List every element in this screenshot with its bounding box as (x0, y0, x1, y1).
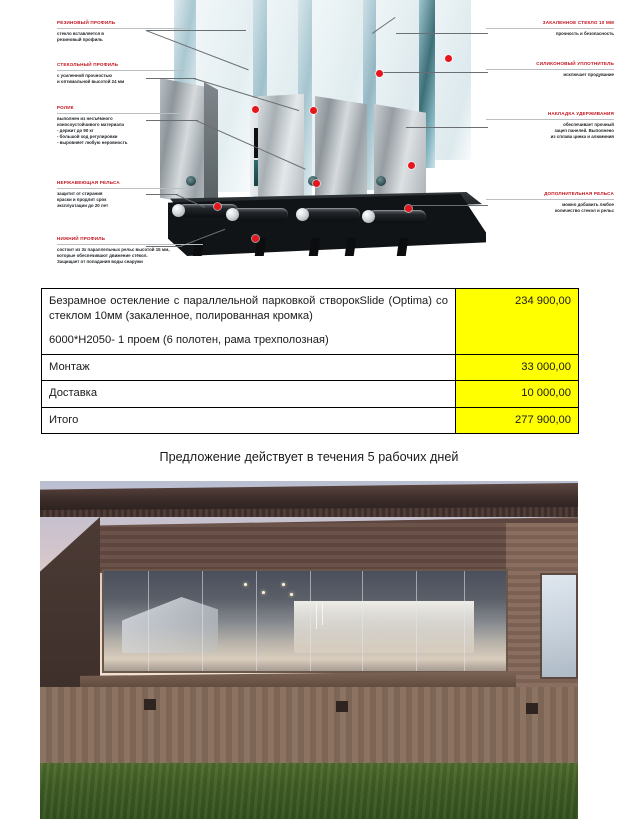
photo-ceiling-light (282, 583, 285, 586)
photo-glass-joint (256, 571, 257, 671)
callout-title: СИЛИКОНОВЫЙ УПЛОТНИТЕЛЬ (486, 61, 614, 70)
roller-3 (302, 208, 360, 221)
roller-wheel-4 (362, 210, 375, 223)
photo-glass-joint (202, 571, 203, 671)
callout-silicone-seal (486, 61, 614, 78)
diagram-illustration (160, 0, 490, 282)
callout-body: можно добавить любое количество стекол и рельс (555, 201, 614, 214)
callout-title: НИЖНИЙ ПРОФИЛЬ (57, 236, 203, 245)
leader-line-plate (406, 127, 488, 128)
leader-line-silicone (440, 72, 488, 73)
table-row-total (42, 407, 579, 434)
item-description-line2: 6000*H2050- 1 проем (6 полотен, рама трехполозная) (49, 334, 329, 346)
callout-body: защитит от стирания краски и продлит срок эксплуатации до 20 лет (57, 190, 109, 209)
callout-roller (57, 105, 185, 146)
photo-plinth (40, 687, 578, 769)
callout-extra-rail (486, 191, 614, 214)
photo-ceiling-light (244, 583, 247, 586)
project-photo (40, 481, 578, 819)
table-row (42, 289, 579, 355)
glass-panel-5b (435, 0, 471, 160)
leader-line-tempered (396, 33, 488, 34)
item-amount-cell: 10 000,00 (456, 381, 579, 408)
photo-lawn (40, 763, 578, 819)
item-description-cell (42, 289, 456, 355)
roller-wheel-2 (226, 208, 239, 221)
marker-dot-silicone (445, 55, 452, 62)
callout-body: с усиленной прочностью и оптимальной высотой 24 мм (57, 72, 125, 85)
marker-dot-extrarail (405, 205, 412, 212)
aluminium-profile-2 (258, 94, 304, 212)
photo-ceiling-light (262, 591, 265, 594)
callout-title: НАКЛАДКА УДЕРЖИВАНИЯ (486, 111, 614, 120)
roller-axle-4 (376, 176, 386, 186)
roller-2 (232, 208, 288, 221)
table-row (42, 381, 579, 408)
total-amount-cell: 277 900,00 (456, 407, 579, 434)
callout-title: ДОПОЛНИТЕЛЬНАЯ РЕЛЬСА (486, 191, 614, 200)
item-description-line1: Безрамное остекление с параллельной парковкой створокSlide (Optima) со стеклом 10мм (закаленное, полированная кромка) (49, 295, 448, 322)
marker-dot-profile (252, 106, 259, 113)
callout-body: исключает продувание (563, 71, 614, 77)
callout-body: состоит из 3х параллельных рельс высотой 15 мм, которые обеспечивают движение стёкол. Защищает от попадания воды снаружи (57, 246, 170, 265)
photo-reflection-right (294, 601, 474, 653)
callout-body: обеспечивает прочный зацеп панелей. Выполнено из сплава цинка и алюминия (550, 121, 614, 140)
photo-glass-joint (416, 571, 417, 671)
photo-glass-joint (362, 571, 363, 671)
photo-pendant-cord (316, 603, 317, 629)
marker-dot-rubber (310, 107, 317, 114)
callout-bottom-profile (57, 236, 203, 265)
roller-4 (368, 210, 426, 223)
callout-title: РОЛИК (57, 105, 185, 114)
marker-dot-bottom (252, 235, 259, 242)
photo-pendant-cord (322, 603, 323, 625)
callout-body: прочность и безопасность (555, 30, 614, 36)
photo-side-window (540, 573, 578, 679)
callout-title: РЕЗИНОВЫЙ ПРОФИЛЬ (57, 20, 185, 29)
item-amount-cell: 33 000,00 (456, 354, 579, 381)
sill-fin (345, 238, 357, 256)
photo-ceiling-light (290, 593, 293, 596)
roller-wheel-3 (296, 208, 309, 221)
photo-frameless-glazing (102, 569, 508, 673)
price-table (41, 288, 579, 434)
item-description-cell: Монтаж (42, 354, 456, 381)
callout-glass-profile (57, 62, 185, 85)
item-amount-cell: 234 900,00 (456, 289, 579, 355)
callout-body: стекло вставляется в резиновый профиль (57, 30, 104, 43)
total-label-cell: Итого (42, 407, 456, 434)
technical-diagram (0, 0, 618, 282)
photo-glass-joint (148, 571, 149, 671)
callout-retaining-plate (486, 111, 614, 140)
callout-body: выполнен из несъёмного износоустойчивого материала - держит до 90 кг - большой ход регулировки - выровняет любую неровность (57, 115, 128, 146)
sill-fin (397, 238, 409, 256)
price-table-container (41, 288, 578, 434)
photo-vent (144, 699, 156, 710)
marker-dot-glass (376, 70, 383, 77)
photo-vent (526, 703, 538, 714)
validity-note: Предложение действует в течения 5 рабочих дней (159, 450, 459, 464)
leader-line-extrarail (412, 205, 488, 206)
photo-glass-joint (310, 571, 311, 671)
callout-title: ЗАКАЛЕННОЕ СТЕКЛО 10 ММ (486, 20, 614, 29)
photo-reflection-left (122, 597, 218, 653)
leader-line-silicone-b (380, 72, 442, 73)
aluminium-profile-1-side (204, 82, 218, 214)
marker-dot-seal (313, 180, 320, 187)
callout-stainless-rail (57, 180, 185, 209)
table-row (42, 354, 579, 381)
sill-fin (309, 238, 321, 256)
marker-dot-plate (408, 162, 415, 169)
callout-title: НЕРЖАВЕЮЩАЯ РЕЛЬСА (57, 180, 185, 189)
photo-vent (336, 701, 348, 712)
roller-axle-1 (186, 176, 196, 186)
item-description-cell: Доставка (42, 381, 456, 408)
callout-rubber-profile (57, 20, 185, 43)
photo-glass-joint (464, 571, 465, 671)
marker-dot-roller (214, 203, 221, 210)
callout-tempered-glass (486, 20, 614, 37)
callout-title: СТЕКОЛЬНЫЙ ПРОФИЛЬ (57, 62, 185, 71)
